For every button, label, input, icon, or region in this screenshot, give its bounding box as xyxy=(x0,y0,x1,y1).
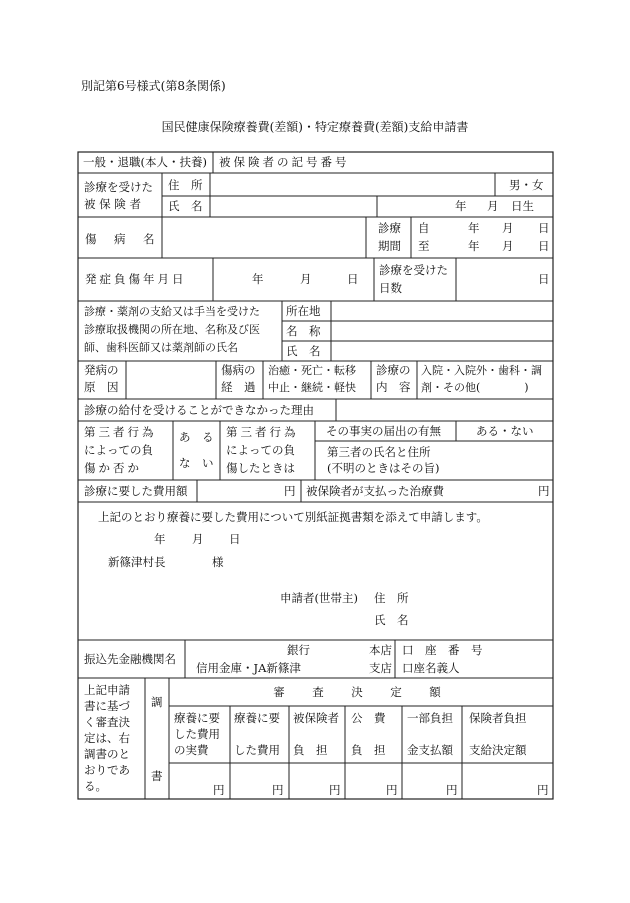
days-label-b: 日数 xyxy=(379,281,402,295)
onset-month-unit: 月 xyxy=(300,272,312,286)
col2-label-b: した費用 xyxy=(234,743,280,757)
col1-label-a: 療養に要 xyxy=(174,711,220,725)
declaration-month: 月 xyxy=(192,532,204,546)
cause-label-b: 原 因 xyxy=(84,380,119,394)
insured-label-a: 診療を受けた xyxy=(84,180,153,194)
content-label-a: 診療の xyxy=(376,363,411,377)
review-note-1: 上記申請 xyxy=(84,683,130,697)
outcome-options-2[interactable]: 中止・継続・軽快 xyxy=(268,381,356,394)
col4-label-a: 公 費 xyxy=(351,711,386,725)
review-note-3: く審査決 xyxy=(84,715,130,729)
content-options-2[interactable]: 剤・その他( ) xyxy=(421,381,529,394)
decision-header: 審 査 決 定 額 xyxy=(273,685,449,699)
mayor-name: 新篠津村長 xyxy=(108,555,166,569)
option-no[interactable]: な い xyxy=(179,456,214,470)
review-note-7: る。 xyxy=(84,779,107,793)
period-label-a: 診療 xyxy=(378,221,401,235)
period-from-day: 日 xyxy=(538,221,550,235)
col5-label-a: 一部負担 xyxy=(407,711,453,725)
review-note-2: 書に基づ xyxy=(84,699,130,713)
mayor-honorific: 様 xyxy=(212,555,224,569)
col1-label-c: の実費 xyxy=(174,743,209,757)
days-label-a: 診療を受けた xyxy=(379,263,448,277)
col4-label-b: 負 担 xyxy=(351,743,386,757)
third-party2-label-b: によっての負 xyxy=(226,443,295,457)
period-to-year: 年 xyxy=(468,239,480,253)
col5-label-b: 金支払額 xyxy=(407,743,453,757)
cause-label-a: 発病の xyxy=(84,363,119,377)
facility-label-2: 診療取扱機関の所在地、名称及び医 xyxy=(84,323,260,336)
name-label: 氏 名 xyxy=(168,199,203,213)
course-label-a: 傷病の xyxy=(221,363,256,377)
bank-type-credit-union[interactable]: 信用金庫・JA新篠津 xyxy=(196,661,301,675)
declaration-year: 年 xyxy=(154,532,166,546)
review-note-4: 定は、右 xyxy=(84,731,130,745)
birth-month-unit: 月 xyxy=(487,199,499,213)
survey-label-a: 調 xyxy=(151,695,163,709)
gender-selector[interactable]: 男・女 xyxy=(509,178,544,192)
option-yes[interactable]: あ る xyxy=(179,430,214,444)
bank-type-bank[interactable]: 銀行 xyxy=(287,643,310,657)
account-holder-label: 口座名義人 xyxy=(402,661,460,675)
col6-label-a: 保険者負担 xyxy=(469,711,527,725)
insured-label-b: 被 保 険 者 xyxy=(84,197,141,211)
col2-yen: 円 xyxy=(272,783,284,797)
account-number-label: 口 座 番 号 xyxy=(402,643,483,657)
facility-location-label: 所在地 xyxy=(286,304,321,318)
report-label: その事実の届出の有無 xyxy=(326,424,441,438)
period-to-month: 月 xyxy=(502,239,514,253)
form-number: 別記第6号様式(第8条関係) xyxy=(81,79,226,93)
reason-label: 診療の給付を受けることができなかった理由 xyxy=(84,403,314,417)
col6-label-b: 支給決定額 xyxy=(469,743,527,757)
report-value[interactable]: ある・ない xyxy=(476,424,534,438)
third-party-info-label-2: (不明のときはその旨) xyxy=(327,461,440,475)
col1-yen: 円 xyxy=(213,783,225,797)
onset-year-unit: 年 xyxy=(252,272,264,286)
content-options-1[interactable]: 入院・入院外・歯科・調 xyxy=(421,364,542,377)
branch-type-branch[interactable]: 支店 xyxy=(369,661,392,675)
col6-yen: 円 xyxy=(537,783,549,797)
survey-label-b: 書 xyxy=(151,769,163,783)
onset-date-label: 発症負傷年月日 xyxy=(85,272,187,286)
paid-yen: 円 xyxy=(538,484,550,498)
facility-name-label: 名 称 xyxy=(286,324,321,338)
injury-name-label: 傷 病 名 xyxy=(85,232,158,246)
period-label-b: 期間 xyxy=(378,239,401,253)
col4-yen: 円 xyxy=(386,783,398,797)
col3-label-a: 被保険者 xyxy=(293,711,339,725)
review-note-6: おりであ xyxy=(84,763,130,777)
period-to-day: 日 xyxy=(538,239,550,253)
col1-label-b: した費用 xyxy=(174,727,220,741)
applicant-label: 申請者(世帯主) xyxy=(280,591,358,605)
col3-yen: 円 xyxy=(329,783,341,797)
bank-label: 振込先金融機関名 xyxy=(84,652,176,666)
applicant-name-label: 氏 名 xyxy=(374,613,409,627)
insured-number-label: 被保険者の記号番号 xyxy=(219,155,350,169)
content-label-b: 内 容 xyxy=(376,380,411,394)
birth-day-unit: 日生 xyxy=(511,199,534,213)
third-party-info-label-1: 第三者の氏名と住所 xyxy=(327,445,431,459)
days-unit: 日 xyxy=(538,272,550,286)
third-party2-label-c: 傷したときは xyxy=(226,461,295,475)
period-from-year: 年 xyxy=(468,221,480,235)
period-to-label: 至 xyxy=(418,239,430,253)
insurance-category[interactable]: 一般・退職(本人・扶養) xyxy=(83,155,207,169)
course-label-b: 経 過 xyxy=(221,380,256,394)
col2-label-a: 療養に要 xyxy=(234,711,280,725)
paid-label: 被保険者が支払った治療費 xyxy=(306,484,444,498)
col3-label-b: 負 担 xyxy=(293,743,328,757)
applicant-address-label: 住 所 xyxy=(374,591,409,605)
declaration-day: 日 xyxy=(229,532,241,546)
third-party-label-b: によっての負 xyxy=(84,443,153,457)
address-label: 住 所 xyxy=(168,178,203,192)
outcome-options-1[interactable]: 治癒・死亡・転移 xyxy=(268,364,356,377)
branch-type-head[interactable]: 本店 xyxy=(369,643,392,657)
onset-day-unit: 日 xyxy=(347,272,359,286)
period-from-month: 月 xyxy=(502,221,514,235)
third-party-label-a: 第三者行為 xyxy=(84,425,157,439)
declaration-statement: 上記のとおり療養に要した費用について別紙証拠書類を添えて申請します。 xyxy=(98,510,488,524)
facility-label-3: 師、歯科医師又は薬剤師の氏名 xyxy=(84,341,238,354)
facility-label-1: 診療・薬剤の支給又は手当を受けた xyxy=(84,305,260,318)
period-from-label: 自 xyxy=(418,221,430,235)
birth-year-unit: 年 xyxy=(455,199,467,213)
cost-label: 診療に要した費用額 xyxy=(84,484,188,498)
third-party-label-c: 傷か否か xyxy=(84,461,142,475)
cost-yen: 円 xyxy=(284,484,296,498)
col5-yen: 円 xyxy=(446,783,458,797)
third-party2-label-a: 第三者行為 xyxy=(226,425,299,439)
form-title: 国民健康保険療養費(差額)・特定療養費(差額)支給申請書 xyxy=(161,120,469,134)
doctor-name-label: 氏 名 xyxy=(286,344,321,358)
review-note-5: 調書のと xyxy=(84,747,130,761)
